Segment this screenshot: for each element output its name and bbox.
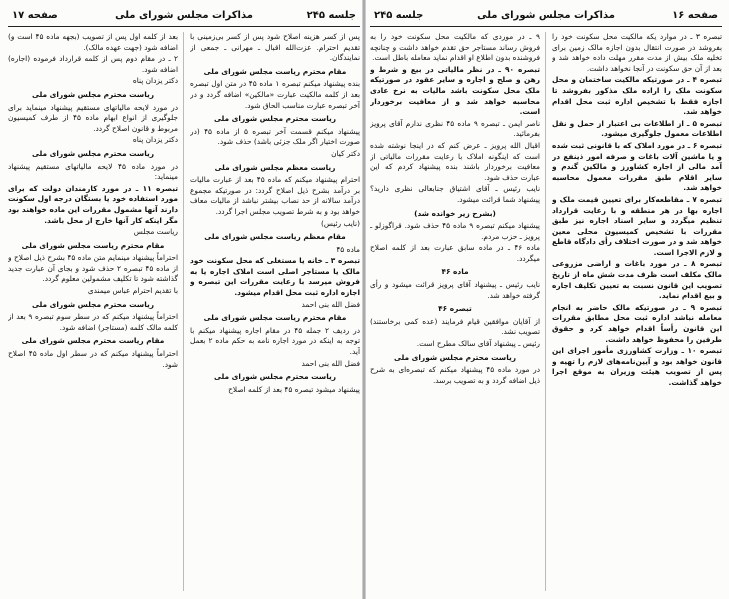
text-paragraph: تبصره ۳ ـ در موارد یکه مالکیت محل سکونت خود را بفروشد در صورت انتقال بدون اجازه مالک زمین برای تخلیه ملک بیش از مدت مقرر مهلت داده خواهد شد و بعد از آن حق سکونت در آنجا نخواهد داشت. bbox=[552, 32, 722, 73]
text-column-right bbox=[190, 32, 360, 593]
text-paragraph: نایب رئیس ـ آقای اشتیاق جنابعالی نظری دارید؟ پیشنهاد شما قرائت میشود. bbox=[370, 184, 540, 204]
text-paragraph: احتراماً پیشنهاد میکنم که در سطر سوم تبصره ۹ بعد از کلمه مالک کلمه (مستاجر) اضافه شود. bbox=[8, 312, 178, 332]
text-paragraph: ماده ۴۵ bbox=[336, 244, 360, 254]
text-column-right bbox=[552, 32, 722, 593]
text-paragraph: ۹ ـ در موردی که مالکیت محل سکونت خود را به فروش رساند مستاجر حق تقدم خواهد داشت و چنانچه فروشنده بدون اطلاع او اقدام نماید معامله باطل است. bbox=[370, 32, 540, 63]
session-label: جلسه ۲۴۵ bbox=[374, 10, 424, 21]
text-paragraph: دکتر یزدان پناه bbox=[132, 76, 178, 86]
text-paragraph: بعد از کلمه اول پس از تصویب (بجهه ماده ۴۵ است و) اضافه شود (جهت عهده مالک). bbox=[8, 32, 178, 52]
text-paragraph: در مورد لایحه مالیاتهای مستقیم پیشنهاد مینماید برای جلوگیری از انواع ابهام ماده ۴۵ از طرف کمیسیون مربوط و قانون اصلاح گردد. bbox=[8, 102, 178, 133]
text-paragraph: در مورد ماده ۴۵ لایحه مالیاتهای مستقیم پیشنهاد مینماید: bbox=[8, 161, 178, 182]
text-paragraph: پس از کسر هزینه اصلاح شود پس از کسر بی‌زمینی با تقدیم احترام. عزت‌الله اقبال ـ مهرانی ـ جمعی از نمایندگان. bbox=[190, 32, 360, 63]
section-heading: مقام محترم ریاست مجلس شورای ملی bbox=[21, 240, 165, 250]
text-paragraph: فضل الله بنی احمد bbox=[301, 358, 360, 368]
text-paragraph: تبصره ۴ ـ در صورتیکه مالکیت ساختمان و محل سکونت ملک را اراده ملک مذکور بفروشد تا اجازه فقط با تشخیص اداره ثبت محل اقدام خواهد شد. bbox=[552, 75, 722, 117]
text-paragraph: با تقدیم احترام عباس میمندی bbox=[87, 286, 178, 296]
text-paragraph: احتراماً پیشنهاد مینمایم متن ماده ۴۵ بشرح ذیل اصلاح و از ماده ۴۵ تبصره ۲ حذف شود و بجای آن عبارت جدید گذاشته شود تا تکلیف مشمولین معلوم گردد. bbox=[8, 253, 178, 284]
text-paragraph: تبصره ۵ ـ از اطلاعات بی اعتبار از حمل و نقل اطلاعات معمول جلوگیری میشود. bbox=[552, 118, 722, 139]
text-paragraph: تبصره ۳ ـ خانه یا مستغلی که محل سکونت خود مالک یا مستاجر اصلی است املاک اجاره یا به فروش میرسد با رعایت مقررات این تبصره و اجازه اداره ثبت محل اقدام میشود. bbox=[190, 256, 360, 298]
text-paragraph: پیشنهاد میکنم قسمت آخر تبصره ۵ از ماده ۴۵ (در صورت اختیار اگر ملک جزئی باشد) حذف شود. bbox=[190, 126, 360, 147]
text-paragraph: بنده پیشنهاد میکنم تبصره ۱ ماده ۴۵ در متن اول تبصره بعد از کلمه مالکیت عبارت «مالکین» اضافه گردد و در آخر تبصره عبارت مناسب الحاق شود. bbox=[190, 79, 360, 110]
text-paragraph: نایب رئیس ـ پیشنهاد آقای پرویز قرائت میشود و رأی گرفته خواهد شد. bbox=[370, 280, 540, 300]
text-column-left bbox=[370, 32, 540, 593]
column-divider bbox=[183, 32, 184, 591]
text-paragraph: از آقایان موافقین قیام فرمایند (عده کمی برخاستند) تصویب نشد. bbox=[370, 316, 540, 337]
page-header bbox=[370, 8, 722, 24]
text-paragraph: پیشنهاد میکنم تبصره ۹ ماده ۴۵ حذف شود. قراگوزلو ـ پرویز ـ حزب مردم. bbox=[370, 221, 540, 241]
page-17 bbox=[8, 0, 360, 599]
section-heading: ریاست محترم مجلس شورای ملی bbox=[31, 299, 155, 309]
text-paragraph: رئیس ـ پیشنهاد آقای سالک مطرح است. bbox=[416, 339, 540, 349]
text-paragraph: اقبال الله پرویز ـ عرض کنم که در اینجا نوشته شده است که اینگونه املاک با رعایت مقررات مالیاتی از معافیت برخوردار باشند بنده پیشنهاد کردم که این عبارت حذف شود. bbox=[370, 140, 540, 182]
page-number: صفحه ۱۶ bbox=[672, 10, 718, 21]
text-paragraph: در ردیف ۲ جمله ۴۵ در مقام اجاره پیشنهاد میکنم با توجه به اینکه در مورد اجاره نامه به حکم ماده ۲ بعمل آید. bbox=[190, 325, 360, 357]
section-heading: مقام محترم ریاست مجلس شورای ملی bbox=[203, 313, 347, 323]
text-column-left bbox=[8, 32, 178, 593]
text-paragraph: دکتر یزدان پناه bbox=[132, 135, 178, 145]
session-label: جلسه ۲۴۵ bbox=[306, 10, 356, 21]
page-16 bbox=[370, 0, 722, 599]
section-heading: ریاست معظم مجلس شورای ملی bbox=[214, 162, 336, 172]
section-heading: ریاست محترم مجلس شورای ملی bbox=[213, 372, 337, 382]
section-heading: مقام محترم ریاست مجلس شورای ملی bbox=[203, 66, 347, 76]
text-paragraph: تبصره ۱۱ ـ در مورد کارمندان دولت که برای مورد استفاده خود یا بستگان درجه اول سکونت دارند آنها مشمول مقررات این ماده خواهند بود مگر اینکه کار آنها خارج از محل باشد. bbox=[8, 183, 178, 225]
section-heading: ریاست محترم مجلس شورای ملی bbox=[213, 114, 337, 124]
section-heading: ریاست محترم مجلس شورای ملی bbox=[31, 148, 155, 158]
page-number: صفحه ۱۷ bbox=[12, 10, 58, 21]
text-paragraph: ناصر ایمن ـ تبصره ۹ ماده ۴۵ نظری ندارم آقای پرویز بفرمائید. bbox=[370, 118, 540, 139]
text-paragraph: پیشنهاد میشود تبصره ۴۵ بعد از کلمه اصلاح bbox=[228, 384, 360, 394]
text-paragraph: (نایب رئیس) bbox=[320, 218, 360, 228]
running-title: مذاکرات مجلس شورای ملی bbox=[477, 10, 615, 21]
text-paragraph: فضل الله بنی احمد bbox=[301, 299, 360, 309]
section-heading: ریاست محترم مجلس شورای ملی bbox=[393, 352, 517, 362]
header-rule bbox=[370, 26, 722, 27]
running-title: مذاکرات مجلس شورای ملی bbox=[115, 10, 253, 21]
text-paragraph: تبصره ۷ ـ مقاطعه‌کار برای تعیین قیمت ملک و اجاره بها در هر منطقه و با رعایت قرارداد تنظیم میگردد و سایر اسناد اجاره نیز طبق مقررات با تشخیص کمیسیون محلی معین خواهد شد و در صورت اختلاف رأی دادگاه قاطع و لازم الاجرا است. bbox=[552, 194, 722, 257]
text-paragraph: ۲ ـ در مقام دوم پس از کلمه قرارداد فرموده (اجاره) اضافه شود. bbox=[8, 54, 178, 74]
text-paragraph: در مورد ماده ۴۵ پیشنهاد میکنم که تبصره‌ای به شرح ذیل اضافه گردد و به تصویب برسد. bbox=[370, 365, 540, 385]
header-rule bbox=[8, 26, 360, 27]
text-paragraph: تبصره ۹ ـ در صورتیکه مالک حاضر به انجام معامله نباشد اداره ثبت محل مطابق مقررات این قانون رأساً اقدام خواهد کرد و حقوق طرفین را محفوظ خواهد داشت. bbox=[552, 302, 722, 344]
text-paragraph: تبصره ۶ ـ در مورد املاک که با قانونی ثبت شده و یا ماشین آلات باغات و صرفه امور ذینفع در آمد مالی از اجاره کشاورز و مالکین گندم و سایر اقلام طبق مقررات معمول محاسبه خواهد شد. bbox=[552, 140, 722, 193]
text-paragraph: تبصره ۹۰ ـ در نظر مالیاتی در بیع و شرط و رهن و صلح و اجاره و سایر عقود در صورتیکه ملک محل سکونت باشد مالیات به نرخ عادی محاسبه خواهد شد و از معافیت برخوردار است. bbox=[370, 64, 540, 117]
text-paragraph: احتراماً پیشنهاد میکنم که در سطر اول ماده ۴۵ اصلاح شود. bbox=[8, 349, 178, 369]
section-heading: ماده ۴۶ bbox=[441, 267, 469, 277]
section-heading: تبصره ۴۶ bbox=[438, 304, 472, 314]
section-heading: مقام معظم ریاست مجلس شورای ملی bbox=[204, 232, 346, 242]
text-paragraph: تبصره ۸ ـ در مورد باغات و اراضی مزروعی مالک مکلف است ظرف مدت شش ماه از تاریخ تصویب این قانون نسبت به تعیین تکلیف اجاره و بیع اقدام نماید. bbox=[552, 259, 722, 301]
text-paragraph: احترام پیشنهاد میکنم که ماده ۴۵ بعد از عبارت مالیات بر درآمد بشرح ذیل اصلاح گردد: در صورتیکه مجموع درآمد سالانه از حد نصاب بیشتر نباشد از مالیات معاف خواهد بود و به شرط تصویب مجلس اجرا گردد. bbox=[190, 175, 360, 216]
page-header bbox=[8, 8, 360, 24]
column-divider bbox=[545, 32, 546, 591]
section-heading: مقام ریاست محترم مجلس شورای ملی bbox=[21, 336, 165, 346]
section-heading: ریاست محترم مجلس شورای ملی bbox=[31, 89, 155, 99]
text-paragraph: ریاست مجلس bbox=[133, 227, 178, 237]
text-paragraph: ماده ۴۶ ـ در ماده سابق عبارت بعد از کلمه اصلاح میگردد. bbox=[370, 243, 540, 263]
text-paragraph: تبصره ۱۰ ـ وزارت کشاورزی مأمور اجرای این قانون خواهد بود و آیین‌نامه‌های لازم را تهیه و پس از تصویب هیئت وزیران به موقع اجرا خواهد گذاشت. bbox=[552, 346, 722, 387]
book-gutter bbox=[362, 0, 366, 599]
text-paragraph: دکتر کیان bbox=[331, 148, 360, 158]
section-heading: (بشرح زیر خوانده شد) bbox=[414, 208, 496, 218]
